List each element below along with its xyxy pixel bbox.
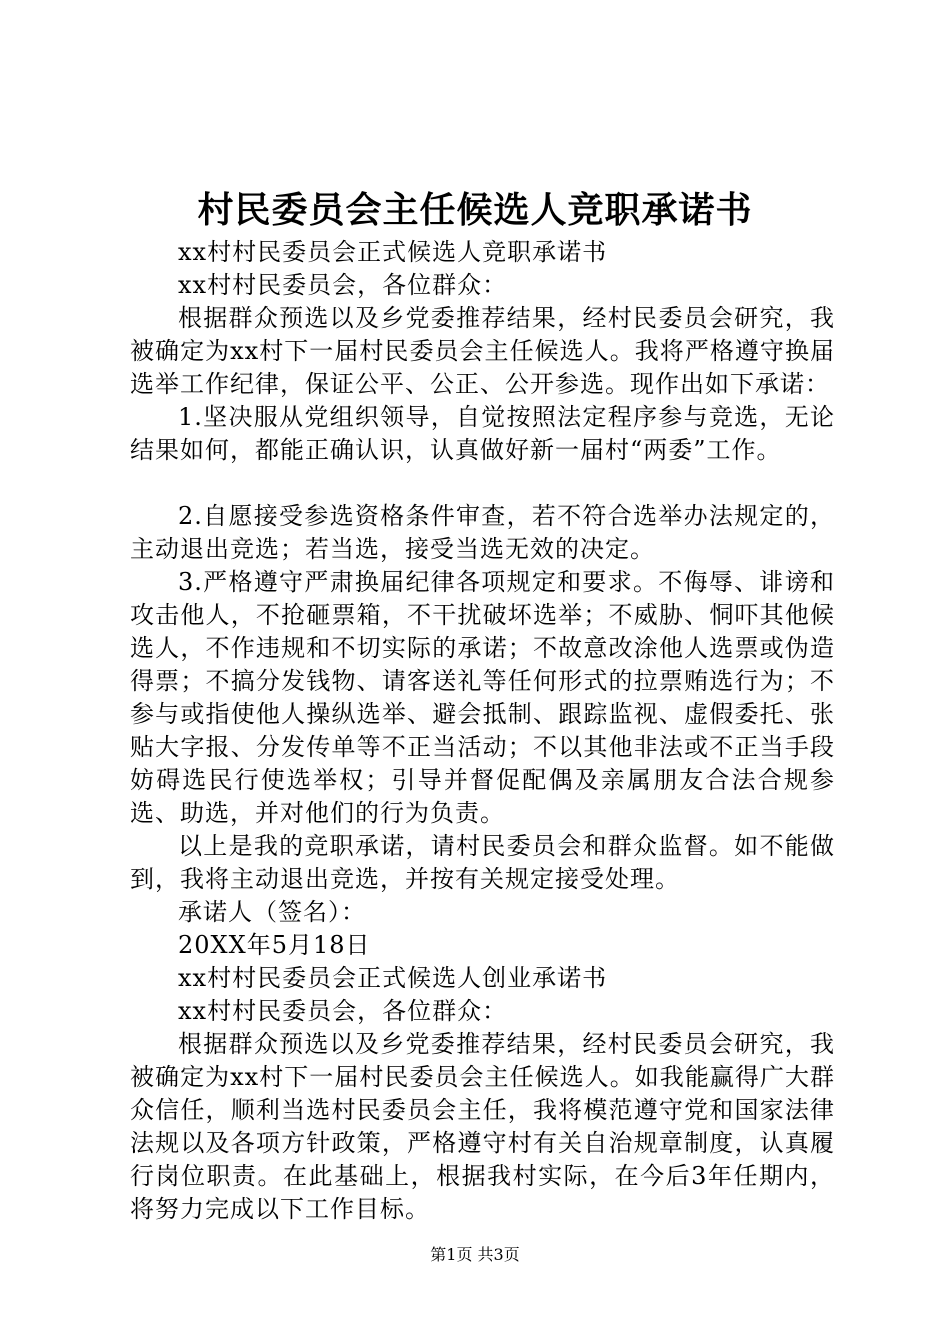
paragraph-item-2: 2.自愿接受参选资格条件审查，若不符合选举办法规定的，主动退出竞选；若当选，接受当选无效的决定。 (130, 502, 835, 563)
page-footer: 第1页 共3页 (430, 1245, 520, 1264)
paragraph-heading-pledge: xx村村民委员会正式候选人竞职承诺书 (178, 238, 608, 266)
paragraph-date: 20XX年5月18日 (178, 931, 371, 959)
paragraph-heading-business: xx村村民委员会正式候选人创业承诺书 (178, 964, 608, 992)
document-body (130, 236, 835, 1226)
paragraph-salutation-2: xx村村民委员会，各位群众： (178, 997, 508, 1025)
paragraph-item-3: 3.严格遵守严肃换届纪律各项规定和要求。不侮辱、诽谤和攻击他人，不抢砸票箱，不干扰破坏选举；不威胁、恫吓其他候选人，不作违规和不切实际的承诺；不故意改涂他人选票或伪造得票；不搞分发钱物、请客送礼等任何形式的拉票贿选行为；不参与或指使他人操纵选举、避会抵制、跟踪监视、虚假委托、张贴大字报、分发传单等不正当活动；不以其他非法或不正当手段妨碍选民行使选举权；引导并督促配偶及亲属朋友合法合规参选、助选，并对他们的行为负责。 (130, 568, 835, 827)
paragraph-intro: 根据群众预选以及乡党委推荐结果，经村民委员会研究，我被确定为xx村下一届村民委员会主任候选人。我将严格遵守换届选举工作纪律，保证公平、公正、公开参选。现作出如下承诺： (130, 304, 835, 398)
document-title: 村民委员会主任候选人竞职承诺书 (197, 189, 753, 231)
paragraph-closing: 以上是我的竞职承诺，请村民委员会和群众监督。如不能做到，我将主动退出竞选，并按有关规定接受处理。 (130, 832, 835, 893)
paragraph-item-1: 1.坚决服从党组织领导，自觉按照法定程序参与竞选，无论结果如何，都能正确认识，认真做好新一届村“两委”工作。 (130, 403, 835, 464)
paragraph-signature: 承诺人（签名）： (178, 898, 366, 926)
paragraph-salutation: xx村村民委员会，各位群众： (178, 271, 508, 299)
paragraph-intro-2: 根据群众预选以及乡党委推荐结果，经村民委员会研究，我被确定为xx村下一届村民委员会主任候选人。如我能赢得广大群众信任，顺利当选村民委员会主任，我将模范遵守党和国家法律法规以及各项方针政策，严格遵守村有关自治规章制度，认真履行岗位职责。在此基础上，根据我村实际，在今后3年任期内，将努力完成以下工作目标。 (130, 1030, 835, 1223)
